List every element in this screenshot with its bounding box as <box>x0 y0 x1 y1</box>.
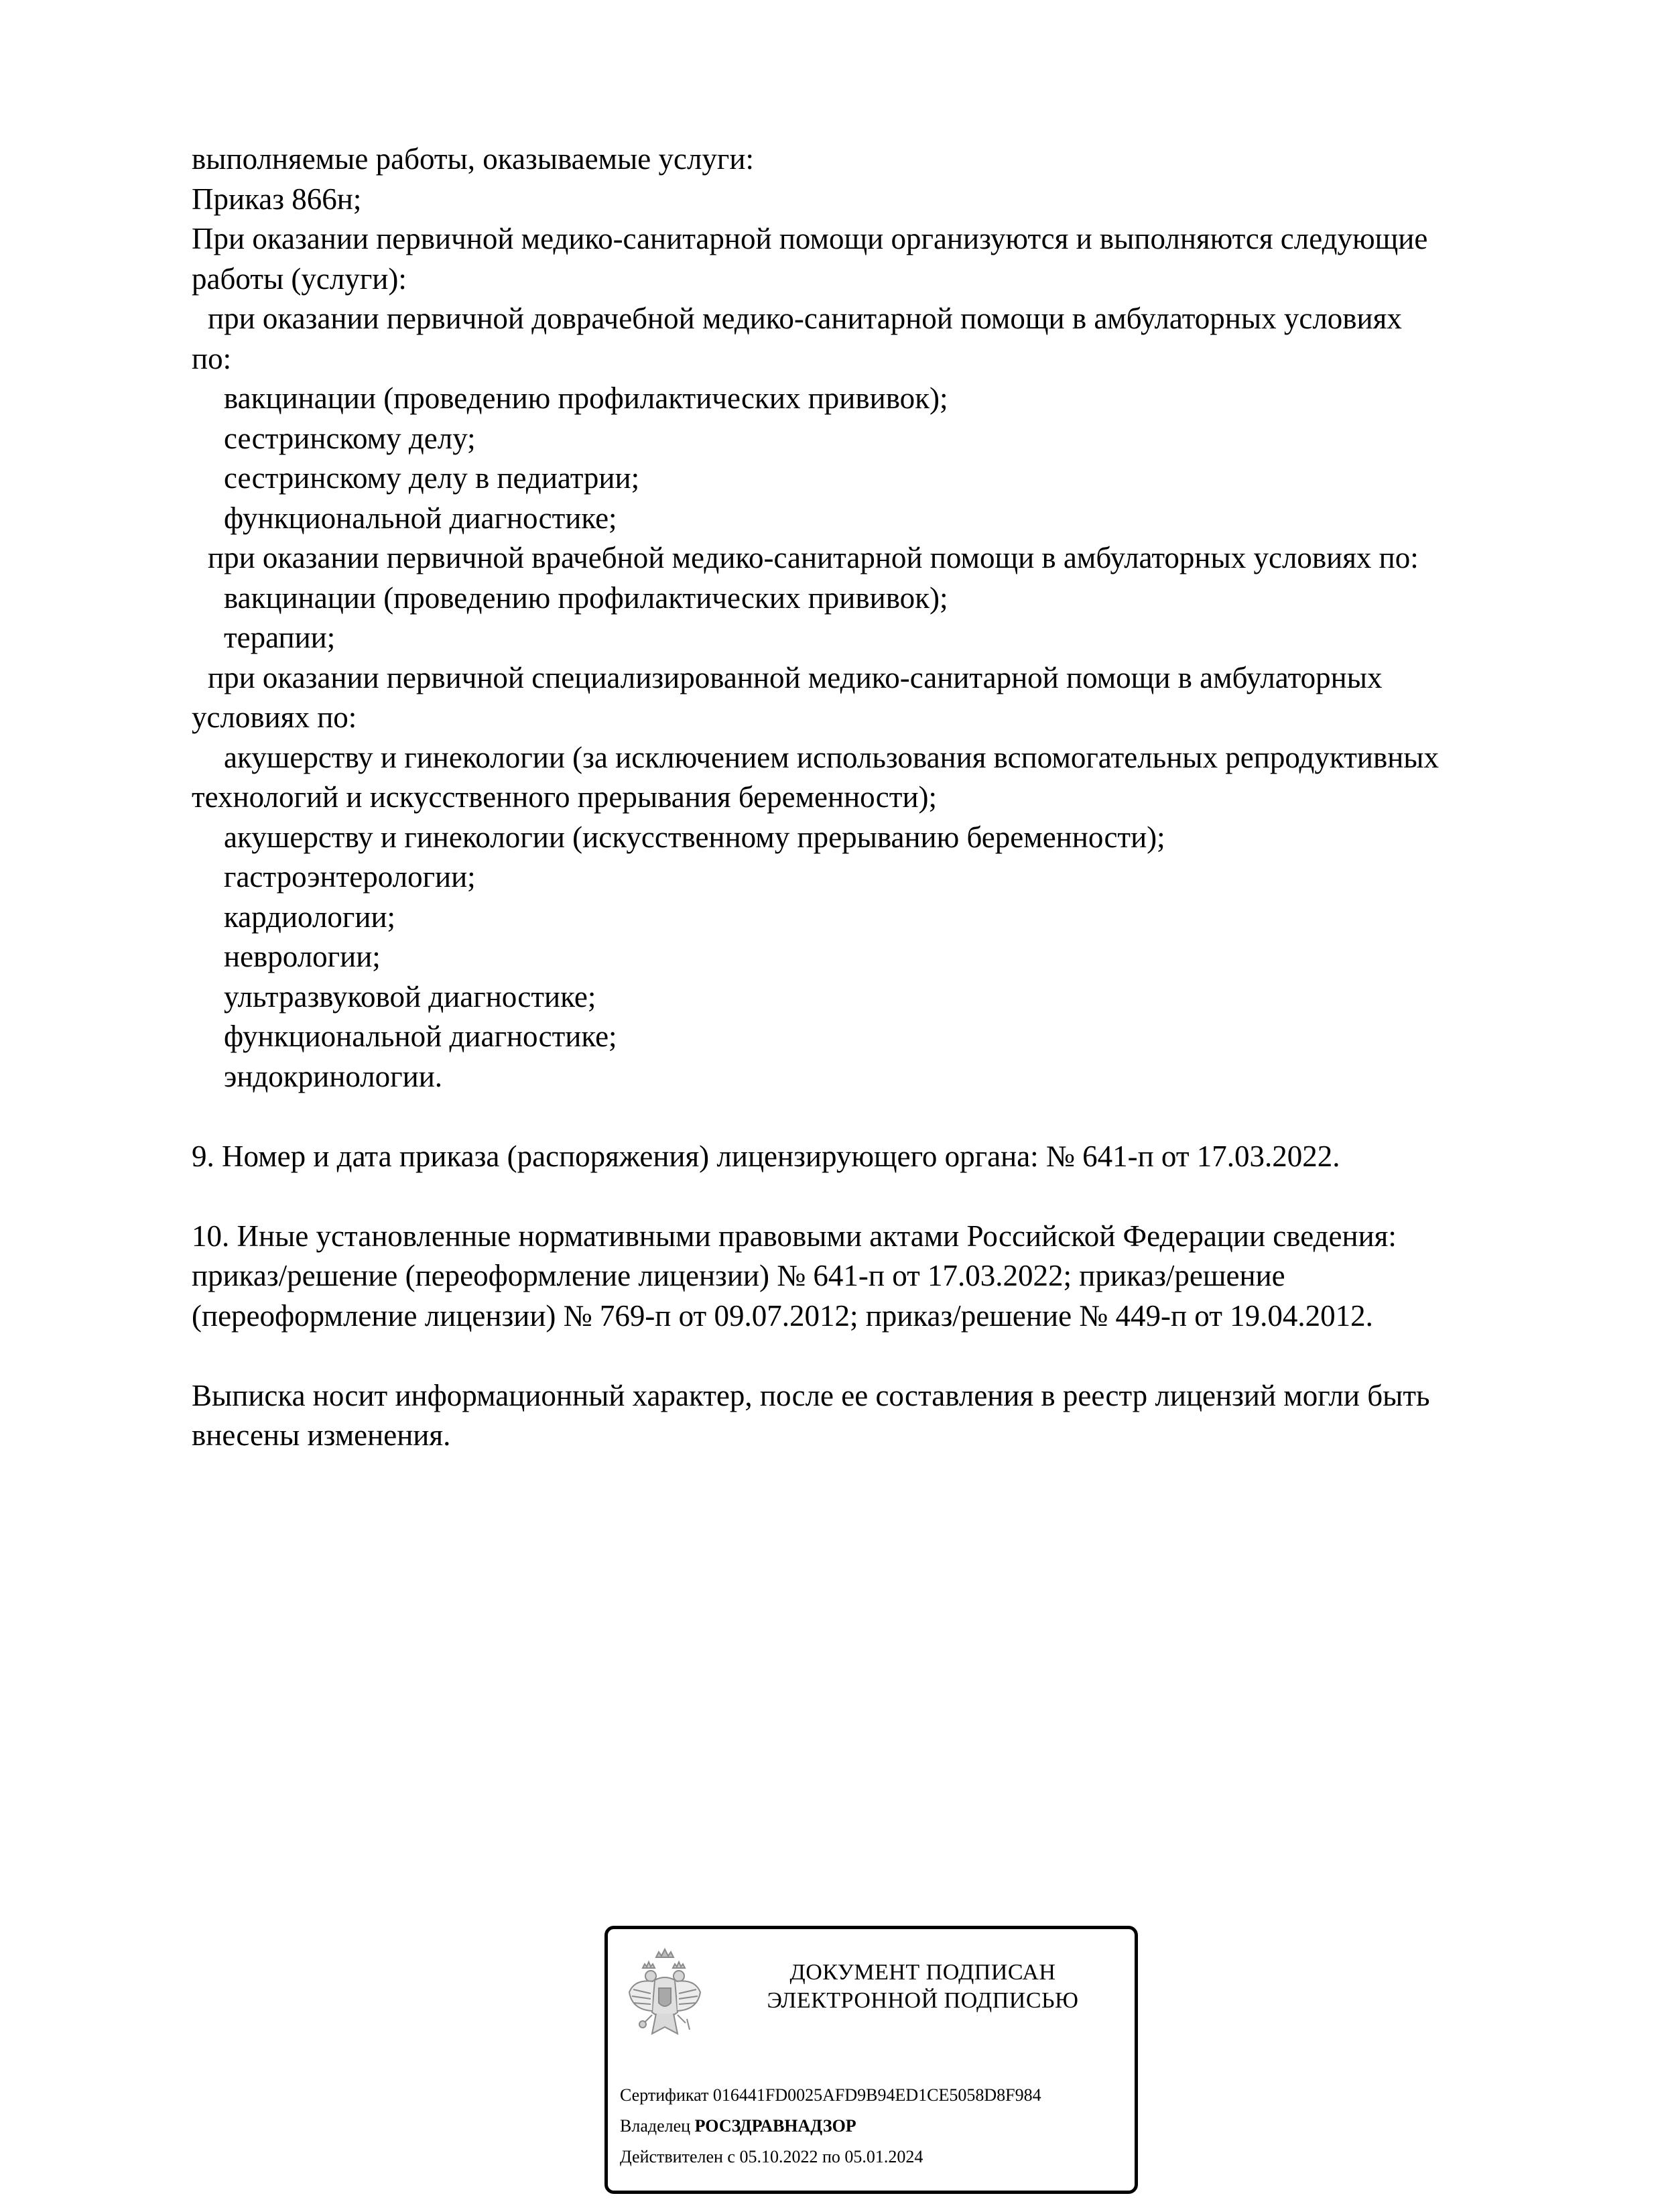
paragraph-gap <box>192 1097 1565 1137</box>
text-line: работы (услуги): <box>192 261 407 296</box>
text-line: гастроэнтерологии; <box>224 860 476 894</box>
text-line: ультразвуковой диагностике; <box>224 979 596 1013</box>
text-line: кардиологии; <box>224 900 396 934</box>
stamp-title-line: ЭЛЕКТРОННОЙ ПОДПИСЬЮ <box>767 1988 1079 2013</box>
text-line: акушерству и гинекологии (искусственному прерыванию беременности); <box>224 820 1165 854</box>
certificate-line: Сертификат 016441FD0025AFD9B94ED1CE5058D8F984 <box>620 2085 1041 2105</box>
text-line: сестринскому делу; <box>224 421 476 455</box>
text-line: по: <box>192 341 232 375</box>
text-line: вакцинации (проведению профилактических прививок); <box>224 580 948 615</box>
text-line: выполняемые работы, оказываемые услуги: <box>192 142 754 176</box>
note-line: внесены изменения. <box>192 1418 451 1452</box>
text-line: акушерству и гинекологии (за исключением использования вспомогательных репродуктивных <box>224 740 1440 774</box>
text-line: Приказ 866н; <box>192 182 362 216</box>
text-line: вакцинации (проведению профилактических прививок); <box>224 381 948 415</box>
stamp-title <box>722 1959 1124 2015</box>
text-line: сестринскому делу в педиатрии; <box>224 461 640 495</box>
text-line: терапии; <box>224 621 336 654</box>
item-9: 9. Номер и дата приказа (распоряжения) лицензирующего органа: № 641-п от 17.03.2022. <box>192 1139 1340 1173</box>
text-line: технологий и искусственного прерывания беременности); <box>192 780 938 814</box>
stamp-title-line: ДОКУМЕНТ ПОДПИСАН <box>789 1960 1056 1985</box>
text-line: при оказании первичной специализированной медико-санитарной помощи в амбулаторных <box>208 660 1383 694</box>
text-line: при оказании первичной врачебной медико-санитарной помощи в амбулаторных условиях по: <box>208 541 1419 574</box>
text-line: функциональной диагностике; <box>224 501 617 535</box>
validity-line: Действителен с 05.10.2022 по 05.01.2024 <box>620 2147 923 2166</box>
paragraph-gap <box>192 1336 1565 1376</box>
electronic-signature-stamp <box>604 1926 1138 2194</box>
owner-line <box>620 2115 856 2137</box>
text-line: При оказании первичной медико-санитарной помощи организуются и выполняются следующие <box>192 222 1428 255</box>
owner-label: Владелец <box>620 2116 691 2136</box>
text-line: эндокринологии. <box>224 1059 443 1093</box>
russian-coat-of-arms-icon <box>625 1945 704 2048</box>
item-10-line: приказ/решение (переоформление лицензии) № 641-п от 17.03.2022; приказ/решение <box>192 1259 1285 1292</box>
text-line: функциональной диагностике; <box>224 1020 617 1053</box>
item-10-line: (переоформление лицензии) № 769-п от 09.07.2012; приказ/решение № 449-п от 19.04.2012. <box>192 1298 1373 1333</box>
paragraph-gap <box>192 1176 1565 1217</box>
text-line: неврологии; <box>224 940 381 973</box>
text-line: при оказании первичной доврачебной медико-санитарной помощи в амбулаторных условиях <box>208 302 1402 335</box>
item-10-line: 10. Иные установленные нормативными правовыми актами Российской Федерации сведения: <box>192 1219 1397 1253</box>
document-body <box>192 139 1565 1456</box>
note-line: Выписка носит информационный характер, после ее составления в реестр лицензий могли быть <box>192 1378 1430 1412</box>
text-line: условиях по: <box>192 700 357 734</box>
owner-value: РОСЗДРАВНАДЗОР <box>694 2116 856 2136</box>
